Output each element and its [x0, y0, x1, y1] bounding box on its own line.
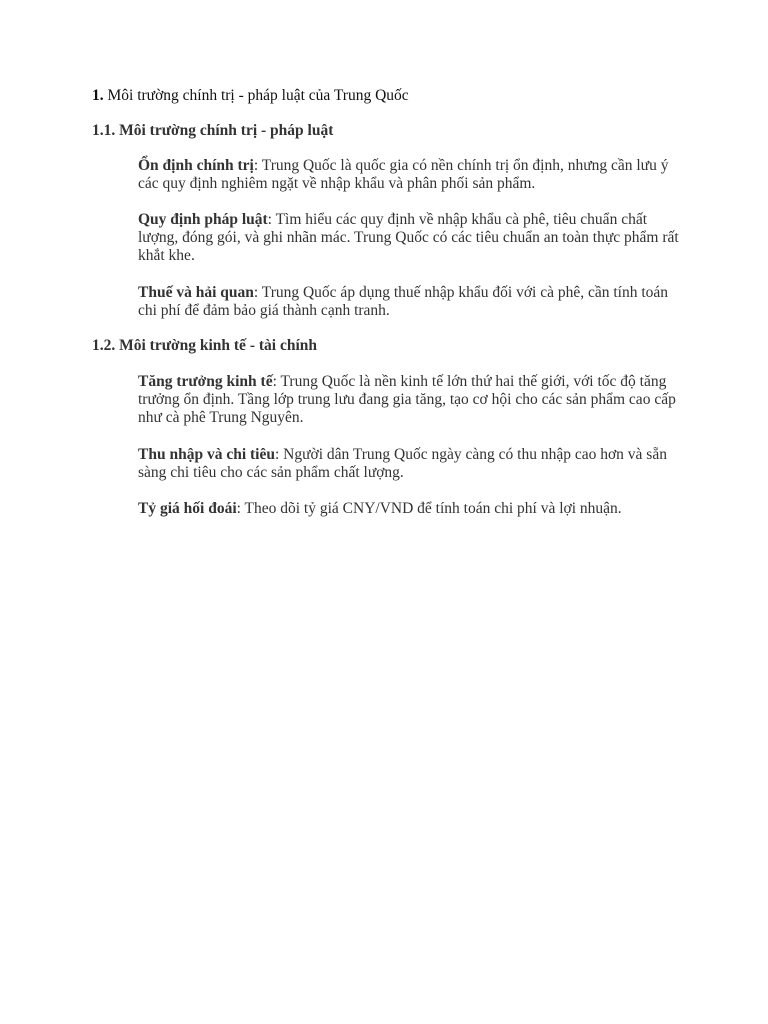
title-number: 1.	[92, 87, 104, 104]
paragraph-political-stability	[138, 157, 683, 193]
text-political-stability: : Trung Quốc là quốc gia có nền chính trị ổn định, nhưng cần lưu ý các quy định nghiêm ngặt về nhập khẩu và phân phối sản phẩm.	[138, 157, 669, 192]
text-income-spending: : Người dân Trung Quốc ngày càng có thu nhập cao hơn và sẵn sàng chi tiêu cho các sản phẩm chất lượng.	[138, 446, 667, 481]
section-heading-1-2: 1.2. Môi trường kinh tế - tài chính	[92, 337, 317, 354]
section-heading-1-1: 1.1. Môi trường chính trị - pháp luật	[92, 122, 334, 139]
text-exchange-rate: : Theo dõi tỷ giá CNY/VND để tính toán chi phí và lợi nhuận.	[236, 500, 622, 517]
term-legal-regulations: Quy định pháp luật	[138, 211, 268, 228]
paragraph-income-spending	[138, 446, 683, 482]
paragraph-exchange-rate	[138, 500, 683, 518]
term-tax-customs: Thuế và hải quan	[138, 284, 254, 301]
document-title	[92, 87, 409, 105]
text-legal-regulations: : Tìm hiểu các quy định về nhập khẩu cà phê, tiêu chuẩn chất lượng, đóng gói, và ghi nhãn mác. Trung Quốc có các tiêu chuẩn an toàn thực phẩm rất khắt khe.	[138, 211, 679, 264]
paragraph-tax-customs	[138, 284, 683, 320]
text-economic-growth: : Trung Quốc là nền kinh tế lớn thứ hai thế giới, với tốc độ tăng trưởng ổn định. Tầng lớp trung lưu đang gia tăng, tạo cơ hội cho các sản phẩm cao cấp như cà phê Trung Nguyên.	[138, 373, 676, 426]
term-exchange-rate: Tỷ giá hối đoái	[138, 500, 237, 517]
term-political-stability: Ổn định chính trị	[138, 157, 254, 174]
paragraph-legal-regulations	[138, 211, 683, 265]
term-economic-growth: Tăng trưởng kinh tế	[138, 373, 273, 390]
text-tax-customs: : Trung Quốc áp dụng thuế nhập khẩu đối với cà phê, cần tính toán chi phí để đảm bảo giá thành cạnh tranh.	[138, 284, 669, 319]
title-text: Môi trường chính trị - pháp luật của Trung Quốc	[107, 87, 409, 104]
term-income-spending: Thu nhập và chi tiêu	[138, 446, 275, 463]
paragraph-economic-growth	[138, 373, 683, 427]
